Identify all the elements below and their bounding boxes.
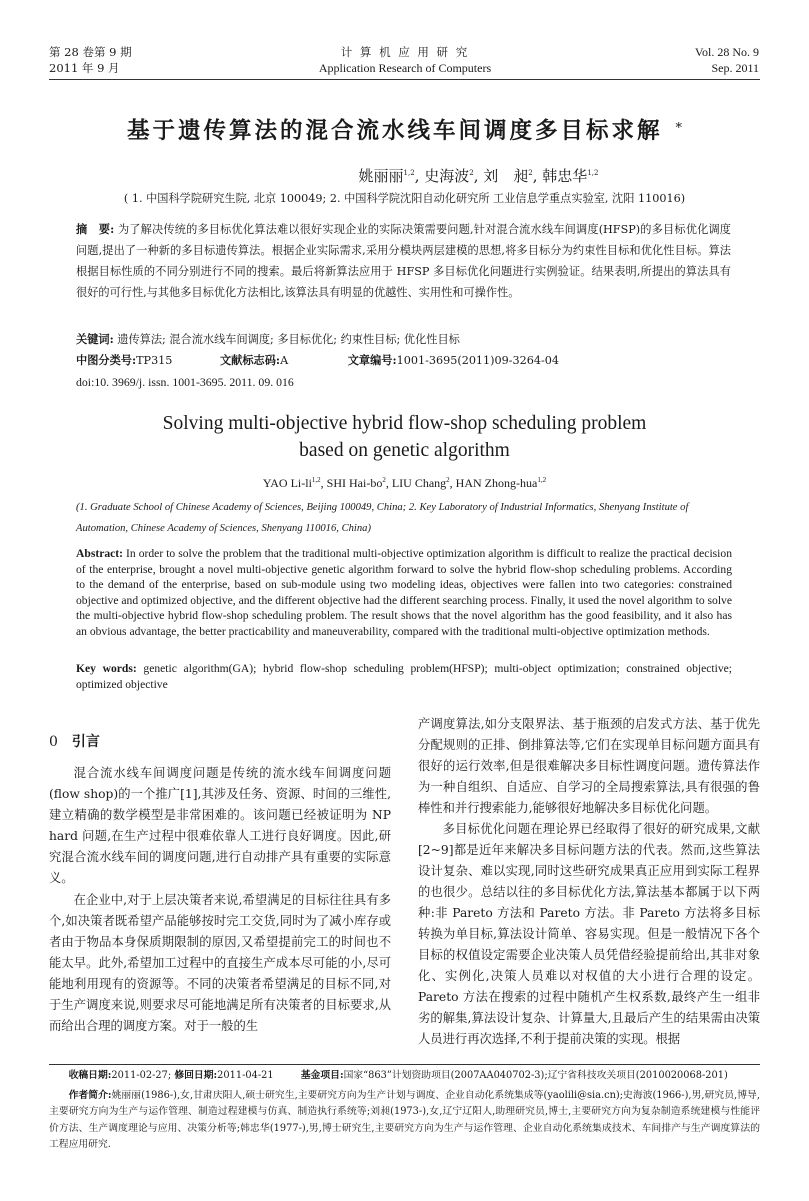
author-en-affiliation-mark: 1,2 — [537, 476, 547, 484]
author-name: 姚丽丽 — [358, 167, 404, 185]
revised-label: 修回日期: — [174, 1070, 218, 1081]
header-rule — [49, 79, 760, 80]
keywords-cn — [76, 329, 731, 350]
title-en-line1: Solving multi-objective hybrid flow-shop scheduling problem — [162, 413, 647, 434]
left-column — [49, 763, 391, 1037]
keywords-en — [76, 661, 732, 692]
keywords-cn-text: 遗传算法; 混合流水线车间调度; 多目标优化; 约束性目标; 优化性目标 — [117, 333, 460, 346]
footnote-bio — [49, 1088, 760, 1154]
article-number-label: 文章编号: — [347, 353, 397, 367]
abstract-en-label: Abstract: — [76, 547, 124, 560]
author-en-name: HAN Zhong-hua — [455, 476, 538, 490]
body-paragraph: 产调度算法,如分支限界法、基于瓶颈的启发式方法、基于优先分配规则的正排、倒排算法等,它们在实现单目标问题方面具有很好的运行效率,但是很难解决多目标性调度问题。遗传算法作为一种自组织、自适应、自学习的全局搜索算法,具有很强的鲁棒性和并行搜索能力,能够很好地解决多目标优化问题。 — [418, 717, 760, 815]
author-en-name: LIU Chang — [391, 476, 447, 490]
authors-en: YAO Li-li$^{1,2}$, SHI Hai-$bo^2$, LIU Chang$^2$, HAN Zhong-hua$^{1,2}$ — [262, 476, 547, 490]
footnote-block — [49, 1068, 760, 1154]
body-paragraph: 混合流水线车间调度问题是传统的流水线车间调度问题(flow shop)的一个推广[1],其涉及任务、资源、时间的三维性,建立精确的数学模型是非常困难的。该问题已经被证明为 NP hard 问题,在生产过程中很难依靠人工进行良好调度。因此,研究混合流水线车间的调度问题,进行自动排产具有重要的实际意义。 — [49, 766, 391, 885]
author-affiliation-mark: 2 — [528, 169, 533, 177]
bio-label: 作者简介: — [68, 1089, 112, 1101]
footnote-dates-fund — [49, 1068, 760, 1085]
bio-text: 姚丽丽(1986-),女,甘肃庆阳人,硕士研究生,主要研究方向为生产计划与调度、企业自动化系统集成等(yaolili@sia.cn);史海波(1966-),男,研究员,博导,主要研究方向为生产与运作管理、制造过程建模与仿真、制造执行系统等;刘昶(1973-),女,辽宁辽阳人,助理研究员,博士,主要研究方向为复杂制造系统建模与性能评价方法、生产调度理论与应用、决策分析等;韩忠华(1977-),男,博士研究生,主要研究方向为生产与运作管理、企业自动化系统集成技术、车间排产与生产调度算法的工程应用研究. — [49, 1089, 760, 1150]
right-column — [418, 714, 760, 1050]
author-name: 史海波 — [424, 167, 470, 185]
section-number: 0 — [49, 734, 58, 750]
abstract-cn — [76, 219, 731, 303]
journal-date-en: Sep. 2011 — [711, 61, 759, 75]
section-heading — [49, 731, 100, 751]
doi: doi:10. 3969/j. issn. 1001-3695. 2011. 09. 016 — [76, 375, 294, 389]
abstract-en-text: In order to solve the problem that the traditional multi-objective optimization algorithm is difficult to realize the practical decision of the enterprise, brought a novel multi-objective genetic algorithm forward to solve the hybrid flow-shop scheduling problems. According to the demand of the enterprise, based on sub-module using two modeling ideas, objectives were fallen into two categories: constrained objective and optimized objective, and the different objective had the different searching process. Finally, it used the novel algorithm to solve the multi-objective hybrid flow-shop scheduling problem. The result shows that the novel algorithm has the good feasibility, and it also has an obvious advantage, the better practicability and maneuverability, compared with the traditional multi-objective optimization methods. — [76, 547, 732, 638]
header-right — [695, 44, 759, 76]
abstract-cn-label: 摘 要: — [76, 222, 115, 236]
clc-value: TP315 — [136, 354, 173, 367]
body-paragraph: 多目标优化问题在理论界已经取得了很好的研究成果,文献[2~9]都是近年来解决多目标问题方法的代表。然而,这些算法设计复杂、难以实现,同时这些研究成果真正应用到实际工程界的也很少。总结以往的多目标优化方法,算法基本都属于以下两种:非 Pareto 方法和 Pareto 方法。非 Pareto 方法将多目标转换为单目标,算法设计简单、容易实现。但是一般情况下各个目标的权值设定需要企业决策人员凭借经验提前给出,其非对象化、实例化,决策人员难以对权值的大小进行合理的设定。Pareto 方法在搜索的过程中随机产生权系数,最终产生一组非劣的解集,算法设计复杂、计算量大,且最后产生的结果需由决策人员进行再次选择,不利于提前决策的实现。根据 — [418, 822, 760, 1046]
header-center — [250, 44, 560, 76]
title-footnote-mark: * — [675, 120, 683, 136]
affiliation-cn: ( 1. 中国科学院研究生院, 北京 100049; 2. 中国科学院沈阳自动化研究所 工业信息学重点实验室, 沈阳 110016) — [123, 192, 686, 205]
doc-code-label: 文献标志码: — [219, 353, 281, 367]
author-affiliation-mark: 2 — [469, 169, 474, 177]
author-en-affiliation-mark: 1,2 — [311, 476, 321, 484]
keywords-cn-label: 关键词: — [76, 332, 114, 346]
keywords-en-text: genetic algorithm(GA); hybrid flow-shop scheduling problem(HFSP); multi-object optimization; constrained objective; optimized objective — [76, 662, 733, 691]
journal-name-en: Application Research of Computers — [318, 61, 492, 75]
header-left — [49, 44, 132, 76]
abstract-en — [76, 546, 732, 640]
doc-code-value: A — [280, 354, 289, 367]
abstract-cn-text: 为了解决传统的多目标优化算法难以很好实现企业的实际决策需要问题,针对混合流水线车间调度(HFSP)的多目标优化调度问题,提出了一种新的多目标遗传算法。根据企业实际需求,采用分模块两层建模的思想,将多目标分为约束性目标和优化性目标。算法根据目标性质的不同分别进行不同的搜索。最后将新算法应用于 HFSP 多目标优化问题进行实例验证。结果表明,所提出的算法具有很好的可行性,与其他多目标优化方法相比,该算法具有明显的优越性、实用性和可操作性。 — [76, 223, 731, 299]
keywords-en-label: Key words: — [76, 662, 137, 675]
author-name: 韩忠华 — [542, 167, 588, 185]
received-label: 收稿日期: — [68, 1070, 112, 1081]
section-title: 引言 — [71, 734, 100, 750]
author-affiliation-mark: 1,2 — [587, 169, 599, 177]
article-number-value: 1001-3695(2011)09-3264-04 — [396, 354, 560, 367]
body-paragraph: 在企业中,对于上层决策者来说,希望满足的目标往往具有多个,如决策者既希望产品能够按时完工交货,同时为了减小库存或者由于物品本身保质期限制的原因,又希望提前完工的时间也不能太早。此外,希望加工过程中的直接生产成本尽可能的小,尽可能地利用现有的资源等。不同的决策者希望满足的目标不同,对于生产调度来说,则要求尽可能地满足所有决策者的目标要求,从而给出合理的调度方案。对于一般的生 — [49, 893, 391, 1033]
journal-date: 2011 年 9 月 — [49, 61, 120, 75]
page-title: 基于遗传算法的混合流水线车间调度多目标求解 — [126, 118, 663, 144]
title-cn-block — [0, 113, 809, 145]
author-en-affiliation-mark: 2 — [382, 476, 386, 484]
journal-vol-en: Vol. 28 No. 9 — [694, 45, 759, 59]
classification-line — [76, 350, 731, 371]
authors-cn: 姚丽丽$^{1,2}$, 史海波$^2$, 刘 昶$^2$, 韩忠华$^{1,2}$ — [358, 167, 599, 185]
clc-label: 中图分类号: — [76, 353, 137, 367]
journal-name-cn: 计 算 机 应 用 研 究 — [340, 45, 470, 59]
author-en-name: YAO Li-li — [262, 476, 312, 490]
fund-label: 基金项目: — [300, 1070, 344, 1081]
author-affiliation-mark: 1,2 — [403, 169, 415, 177]
author-name: 刘 昶 — [483, 167, 529, 185]
author-en-affiliation-mark: 2 — [446, 476, 450, 484]
title-en — [0, 410, 809, 464]
footnote-rule — [49, 1064, 760, 1065]
title-en-line2: based on genetic algorithm — [299, 440, 510, 461]
received-date: 2011-02-27; — [111, 1070, 172, 1081]
fund-text: 国家“863”计划资助项目(2007AA040702-3);辽宁省科技攻关项目(2010020068-201) — [343, 1070, 728, 1081]
affiliation-en: (1. Graduate School of Chinese Academy of Sciences, Beijing 100049, China; 2. Key Laboratory of Industrial Informatics, Shenyang Institute of Automation, Chinese Academy of Sciences, Shenyang 110016, China) — [76, 502, 689, 534]
journal-volume: 第 28 卷第 9 期 — [49, 45, 132, 59]
author-en-name: SHI Hai-bo — [326, 476, 383, 490]
revised-date: 2011-04-21 — [217, 1070, 274, 1081]
